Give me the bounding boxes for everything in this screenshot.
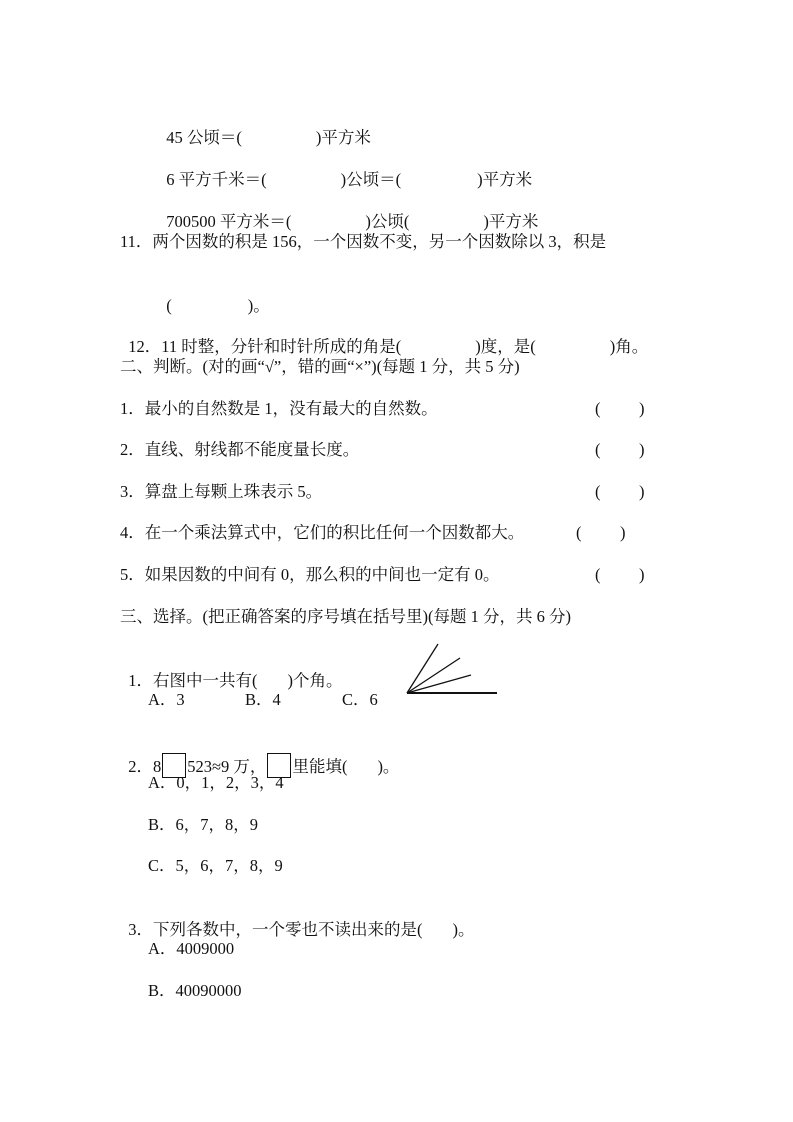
choice-option-c: C．6 (342, 690, 378, 709)
choice-option-b: B．4 (245, 690, 281, 709)
question-text: )角。 (609, 337, 649, 356)
bracket-open: ( (595, 440, 601, 459)
judge-item-4: 4．在一个乘法算式中，它们的积比任何一个因数都大。 (120, 523, 525, 542)
bracket-close: ) (639, 440, 645, 459)
conversion-text: )公顷( (365, 212, 410, 231)
question-11: 11．两个因数的积是 156，一个因数不变，另一个因数除以 3，积是 (120, 232, 607, 251)
conversion-text: 6 平方千米＝( (166, 170, 267, 189)
question-text: )。 (452, 920, 475, 939)
choice-option-b: B．6，7，8，9 (148, 815, 259, 834)
bracket-open: ( (595, 399, 601, 418)
bracket-open: ( (595, 565, 601, 584)
question-text: 1．右图中一共有( (128, 671, 258, 690)
answer-blank[interactable] (605, 564, 637, 586)
bracket-close: ) (620, 523, 626, 542)
choice-question-3 (120, 897, 475, 939)
conversion-line-1 (158, 105, 371, 147)
conversion-text: )平方米 (483, 212, 539, 231)
section-3-heading: 三、选择。(把正确答案的序号填在括号里)(每题 1 分，共 6 分) (120, 607, 571, 626)
bracket-close: ) (639, 565, 645, 584)
question-text: 2．8 (128, 757, 162, 776)
bracket-close: )。 (247, 296, 270, 315)
choice-question-2 (120, 731, 400, 776)
bracket-open: ( (166, 296, 172, 315)
bracket-close: ) (639, 399, 645, 418)
choice-option-a: A．3 (148, 690, 185, 709)
question-text: )个角。 (287, 671, 343, 690)
choice-option-a: A．4009000 (148, 939, 235, 958)
choice-option-b: B．40090000 (148, 981, 242, 1000)
angle-rays-figure (400, 636, 505, 701)
bracket-close: ) (639, 482, 645, 501)
answer-blank[interactable] (605, 439, 637, 461)
choice-option-a: A．0，1，2，3，4 (148, 773, 284, 792)
bracket-open: ( (595, 482, 601, 501)
conversion-line-2 (158, 147, 533, 189)
question-text: 3．下列各数中，一个零也不读出来的是( (128, 920, 423, 939)
question-text: 523≈9 万， (187, 757, 267, 776)
question-text: 里能填( (292, 757, 348, 776)
answer-blank[interactable] (586, 522, 618, 544)
conversion-text: 700500 平方米＝( (166, 212, 292, 231)
question-11-answer (158, 273, 270, 315)
question-text: 12．11 时整，分针和时针所成的角是( (128, 337, 402, 356)
bracket-open: ( (576, 523, 582, 542)
conversion-text: 45 公顷＝( (166, 128, 242, 147)
judge-item-5: 5．如果因数的中间有 0，那么积的中间也一定有 0。 (120, 565, 500, 584)
conversion-text: )平方米 (477, 170, 533, 189)
question-text: )。 (377, 757, 400, 776)
section-2-heading: 二、判断。(对的画“√”，错的画“×”)(每题 1 分，共 5 分) (120, 357, 520, 376)
judge-item-3: 3．算盘上每颗上珠表示 5。 (120, 482, 323, 501)
choice-question-1 (120, 648, 343, 690)
answer-blank[interactable] (605, 398, 637, 420)
question-12 (120, 314, 649, 356)
question-text: )度，是( (475, 337, 536, 356)
choice-option-c: C．5，6，7，8，9 (148, 856, 283, 875)
answer-blank[interactable] (605, 481, 637, 503)
conversion-line-3 (158, 189, 539, 231)
judge-item-1: 1．最小的自然数是 1，没有最大的自然数。 (120, 399, 438, 418)
judge-item-2: 2．直线、射线都不能度量长度。 (120, 440, 360, 459)
conversion-text: )公顷＝( (340, 170, 402, 189)
conversion-text: )平方米 (315, 128, 371, 147)
